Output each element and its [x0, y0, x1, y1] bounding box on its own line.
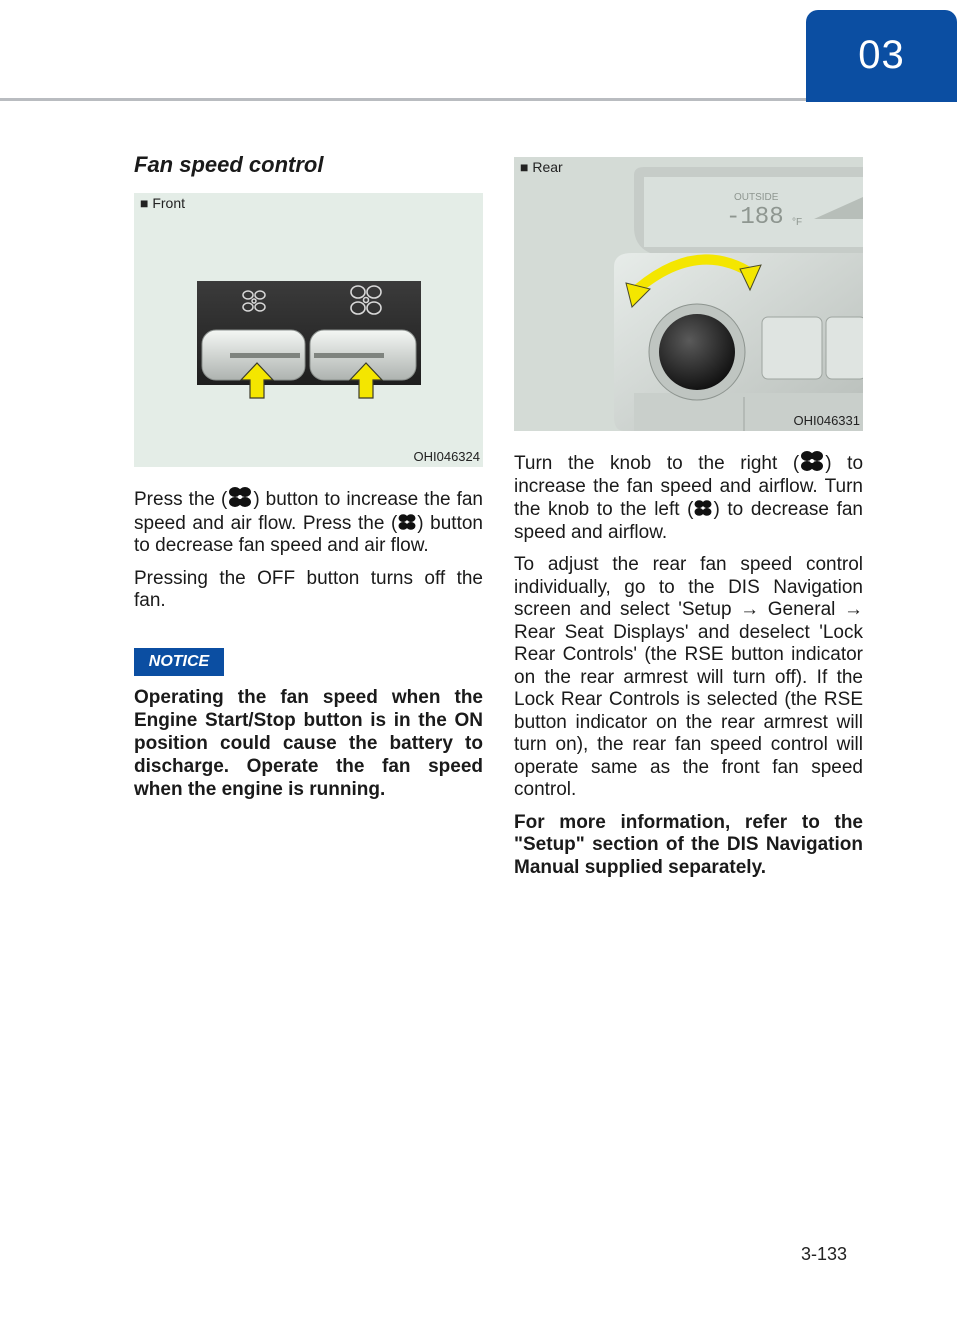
display-unit: °F: [792, 217, 803, 228]
page-number: 3-133: [801, 1244, 848, 1264]
fan-small-icon: [397, 512, 417, 532]
front-instruction: Press the ( ) button to increase the fan speed and air flow. Press the ( ) button to decrease fan speed and air flow.: [134, 484, 483, 558]
rear-adjust-text: To adjust the rear fan speed control individually, go to the DIS Navigation screen and select 'Setup → General → Rear Seat Displays' and deselect 'Lock Rear Controls' (the RSE button indicator on the rear armrest will turn off). If the Lock Rear Controls is selected (the RSE button indicator on the rear armrest will turn on), the rear fan speed control will operate same as the front fan speed control.: [514, 554, 863, 800]
notice-badge: NOTICE: [134, 648, 224, 676]
more-info-text: For more information, refer to the "Setup" section of the DIS Navigation Manual supplied separately.: [514, 811, 863, 878]
chapter-tab: 03: [806, 10, 957, 102]
rear-figure: [514, 157, 863, 431]
display-digits: -188: [726, 204, 784, 231]
right-column-text: [514, 448, 863, 889]
display-outside-text: OUTSIDE: [734, 192, 779, 203]
front-figure: [134, 193, 483, 467]
front-figure-illustration: [134, 193, 483, 467]
off-instruction: Pressing the OFF button turns off the fan.: [134, 567, 483, 611]
section-title: Fan speed control: [134, 152, 324, 177]
rear-figure-label: ■ Rear: [520, 159, 563, 175]
fan-large-icon: [799, 448, 825, 474]
rear-instruction: Turn the knob to the right ( ) to increase the fan speed and airflow. Turn the knob to the left ( ) to decrease fan speed and airflow.: [514, 448, 863, 544]
fan-small-icon: [693, 498, 713, 518]
front-figure-code: OHI046324: [413, 449, 480, 464]
header-rule: [0, 98, 806, 101]
fan-large-icon: [227, 484, 253, 510]
front-figure-label: ■ Front: [140, 195, 186, 211]
rear-figure-illustration: [514, 157, 863, 431]
rear-figure-code: OHI046331: [793, 413, 860, 428]
notice-text: Operating the fan speed when the Engine Start/Stop button is in the ON position could cause the battery to discharge. Operate the fan speed when the engine is running.: [134, 687, 483, 800]
left-column-text: [134, 484, 483, 623]
